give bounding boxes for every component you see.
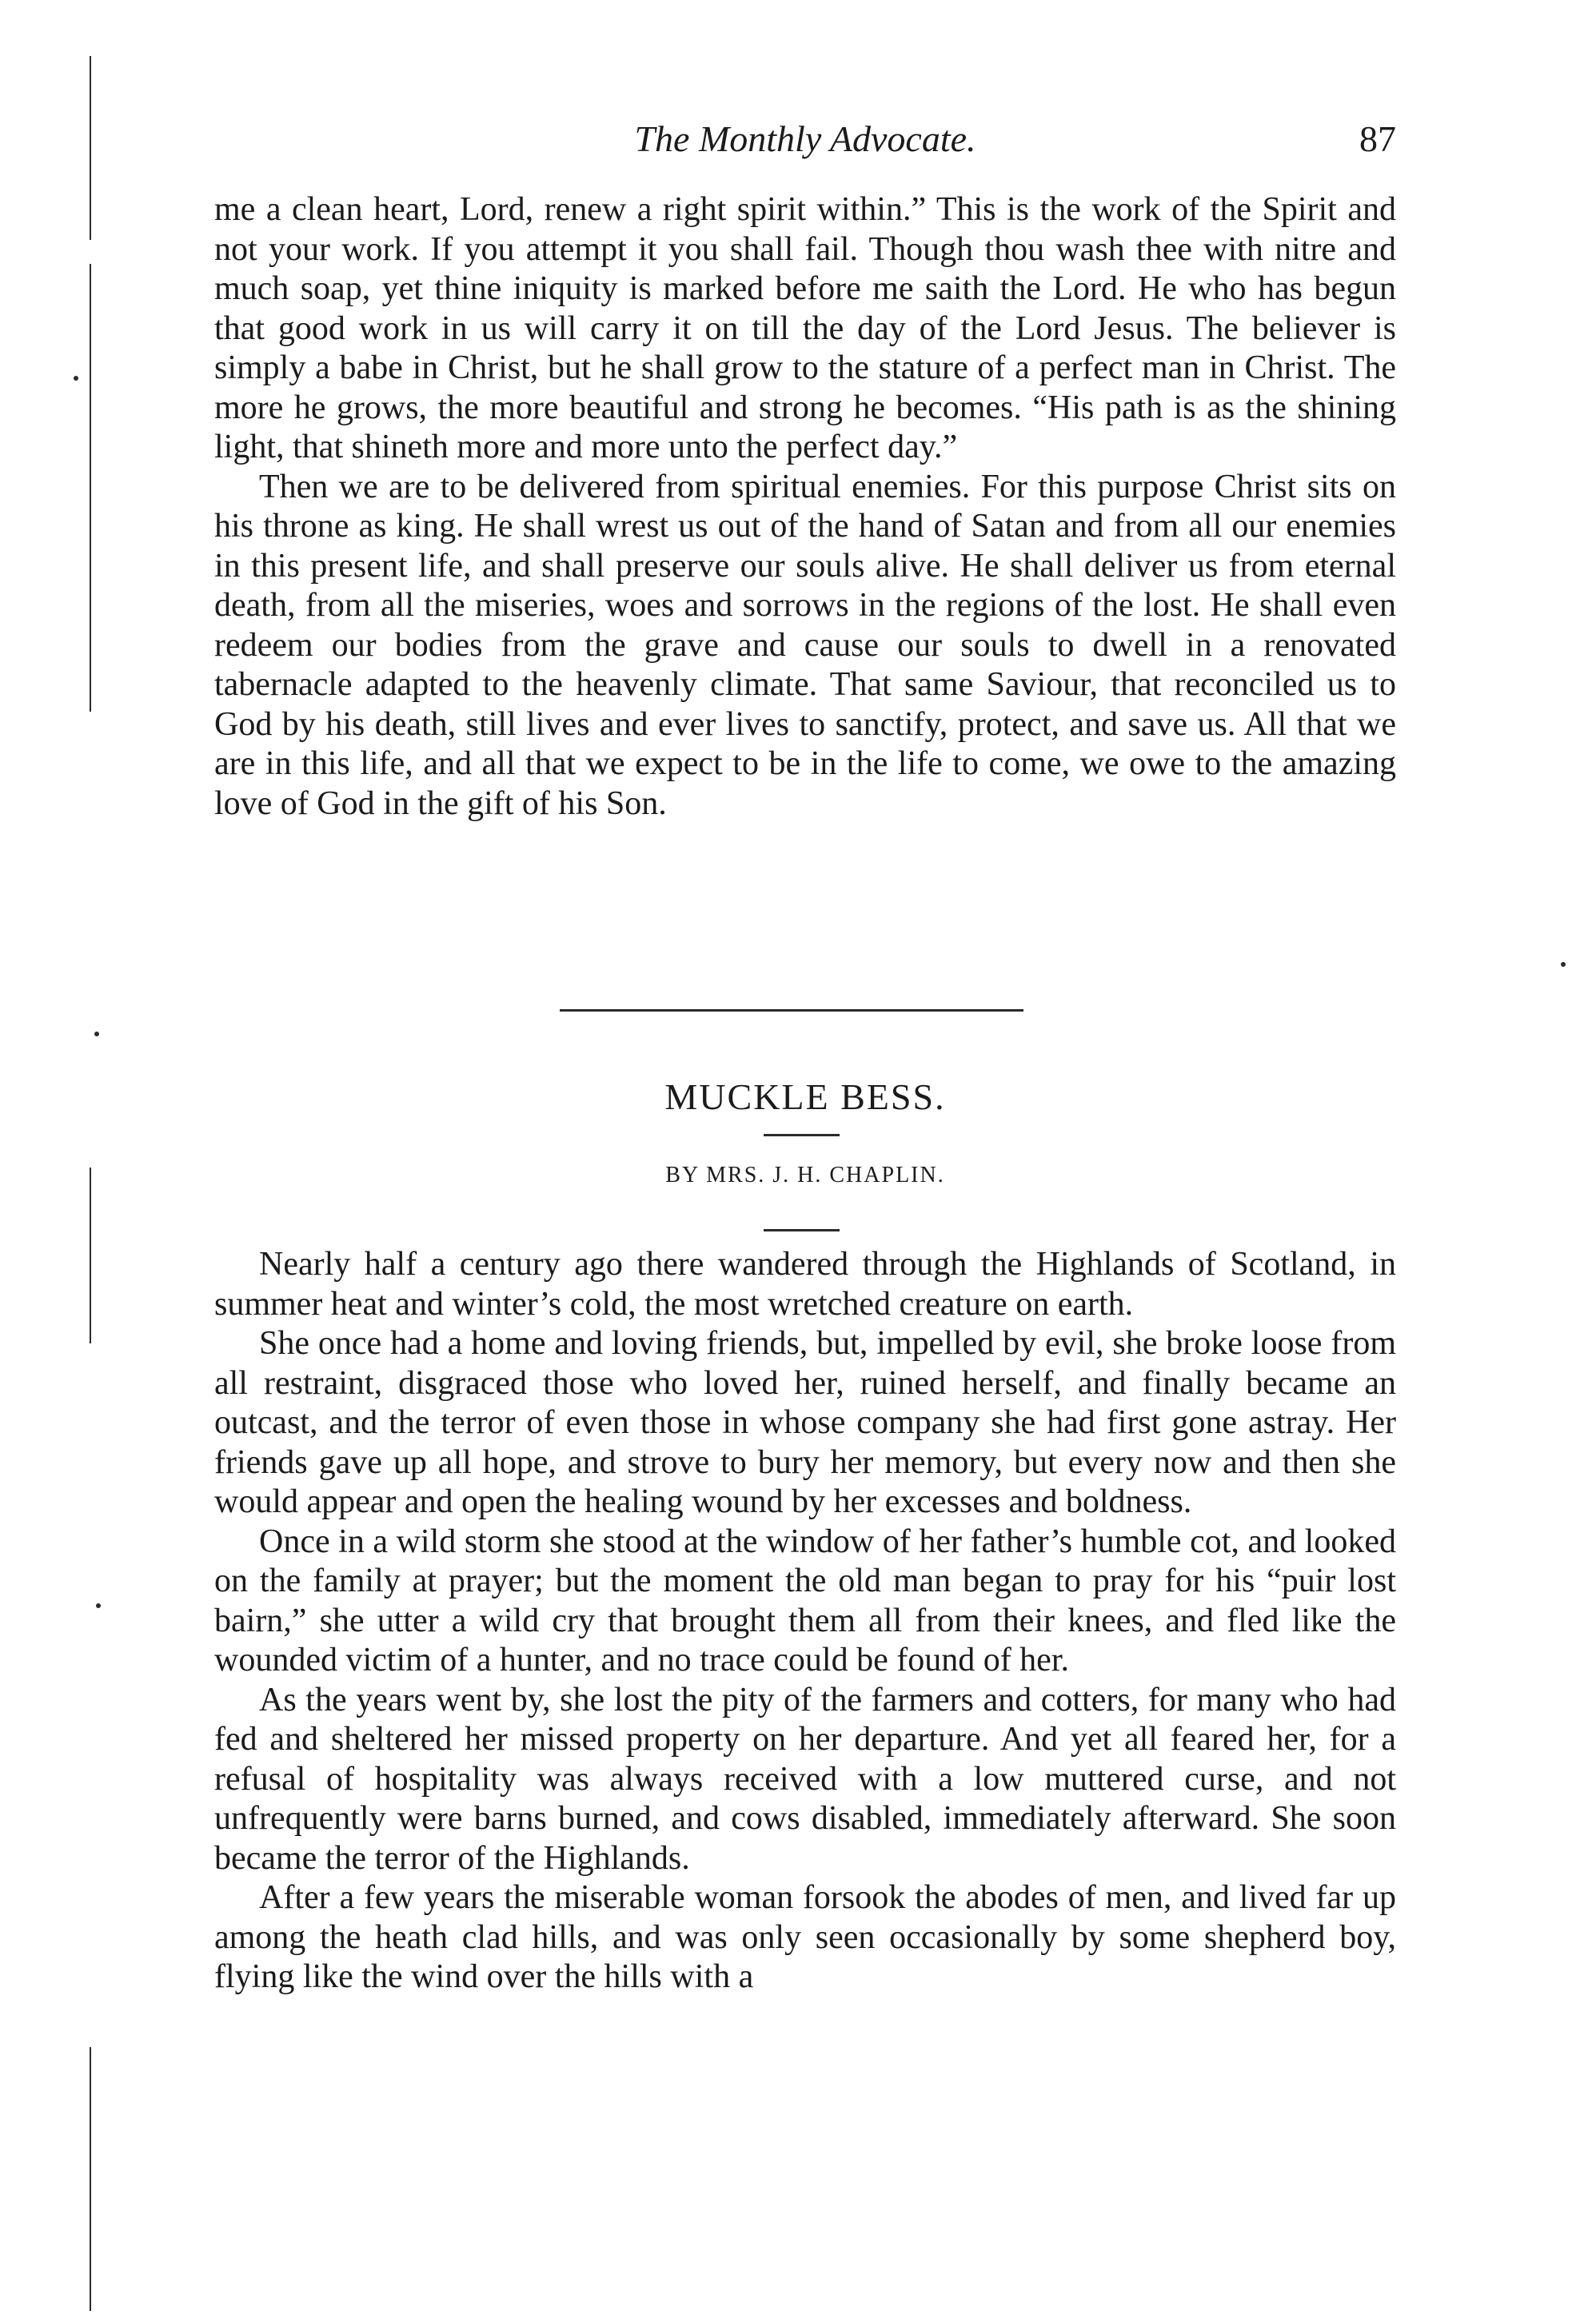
gutter-scan-line <box>90 2047 91 2311</box>
article-byline: BY MRS. J. H. CHAPLIN. <box>665 1163 945 1187</box>
scan-speck <box>74 376 78 381</box>
running-head <box>214 115 1396 163</box>
scan-speck <box>1561 962 1566 967</box>
body-paragraph: Then we are to be delivered from spiritual enemies. For this purpose Christ sits on his throne as king. He shall wrest us out of the hand of Satan and from all our enemies in this present life, and shall preserve our souls alive. He shall deliver us from eternal death, from all the miseries, woes and sorrows in the regions of the lost. He shall even redeem our bodies from the grave and cause our souls to dwell in a renovated tabernacle adapted to the heavenly climate. That same Saviour, that reconciled us to God by his death, still lives and ever lives to sanctify, protect, and save us. All that we are in this life, and all that we expect to be in the life to come, we owe to the amazing love of God in the gift of his Son. <box>214 468 1396 822</box>
gutter-scan-line <box>90 264 91 712</box>
gutter-scan-line <box>90 56 91 240</box>
title-rule <box>764 1134 840 1136</box>
gutter-scan-line <box>90 1167 91 1343</box>
running-title: The Monthly Advocate. <box>634 118 976 159</box>
article-title: MUCKLE BESS. <box>664 1076 946 1117</box>
continued-article-body <box>214 190 1396 824</box>
body-paragraph: After a few years the miserable woman forsook the abodes of men, and lived far up among the heath clad hills, and was only seen occasionally by some shepherd boy, flying like the wind over the hills with a <box>214 1879 1396 1995</box>
byline-rule <box>764 1229 840 1231</box>
scan-speck <box>96 1603 101 1608</box>
body-paragraph: As the years went by, she lost the pity of the farmers and cotters, for many who had fed and sheltered her missed property on her departure. And yet all feared her, for a refusal of hospitality was always received with a low muttered curse, and not unfrequently were barns burned, and cows disabled, immediately afterward. She soon became the terror of the Highlands. <box>214 1681 1396 1877</box>
body-paragraph: me a clean heart, Lord, renew a right spirit within.” This is the work of the Spirit and not your work. If you attempt it you shall fail. Though thou wash thee with nitre and much soap, yet thine iniquity is marked before me saith the Lord. He who has begun that good work in us will carry it on till the day of the Lord Jesus. The believer is simply a babe in Christ, but he shall grow to the stature of a perfect man in Christ. The more he grows, the more beautiful and strong he becomes. “His path is as the shining light, that shineth more and more unto the perfect day.” <box>214 191 1396 465</box>
page-number: 87 <box>1359 118 1396 159</box>
section-divider <box>560 1009 1023 1012</box>
body-paragraph: Nearly half a century ago there wandered through the Highlands of Scotland, in summer heat and winter’s cold, the most wretched creature on earth. <box>214 1246 1396 1323</box>
scan-speck <box>94 1032 99 1036</box>
body-paragraph: She once had a home and loving friends, but, impelled by evil, she broke loose from all restraint, disgraced those who loved her, ruined herself, and finally became an outcast, and the terror of even those in whose company she had first gone astray. Her friends gave up all hope, and strove to bury her memory, but every now and then she would appear and open the healing wound by her excesses and boldness. <box>214 1325 1396 1520</box>
article-body <box>214 1245 1396 1998</box>
body-paragraph: Once in a wild storm she stood at the window of her father’s humble cot, and looked on the family at prayer; but the moment the old man began to pray for his “puir lost bairn,” she utter a wild cry that brought them all from their knees, and fled like the wounded victim of a hunter, and no trace could be found of her. <box>214 1523 1396 1678</box>
